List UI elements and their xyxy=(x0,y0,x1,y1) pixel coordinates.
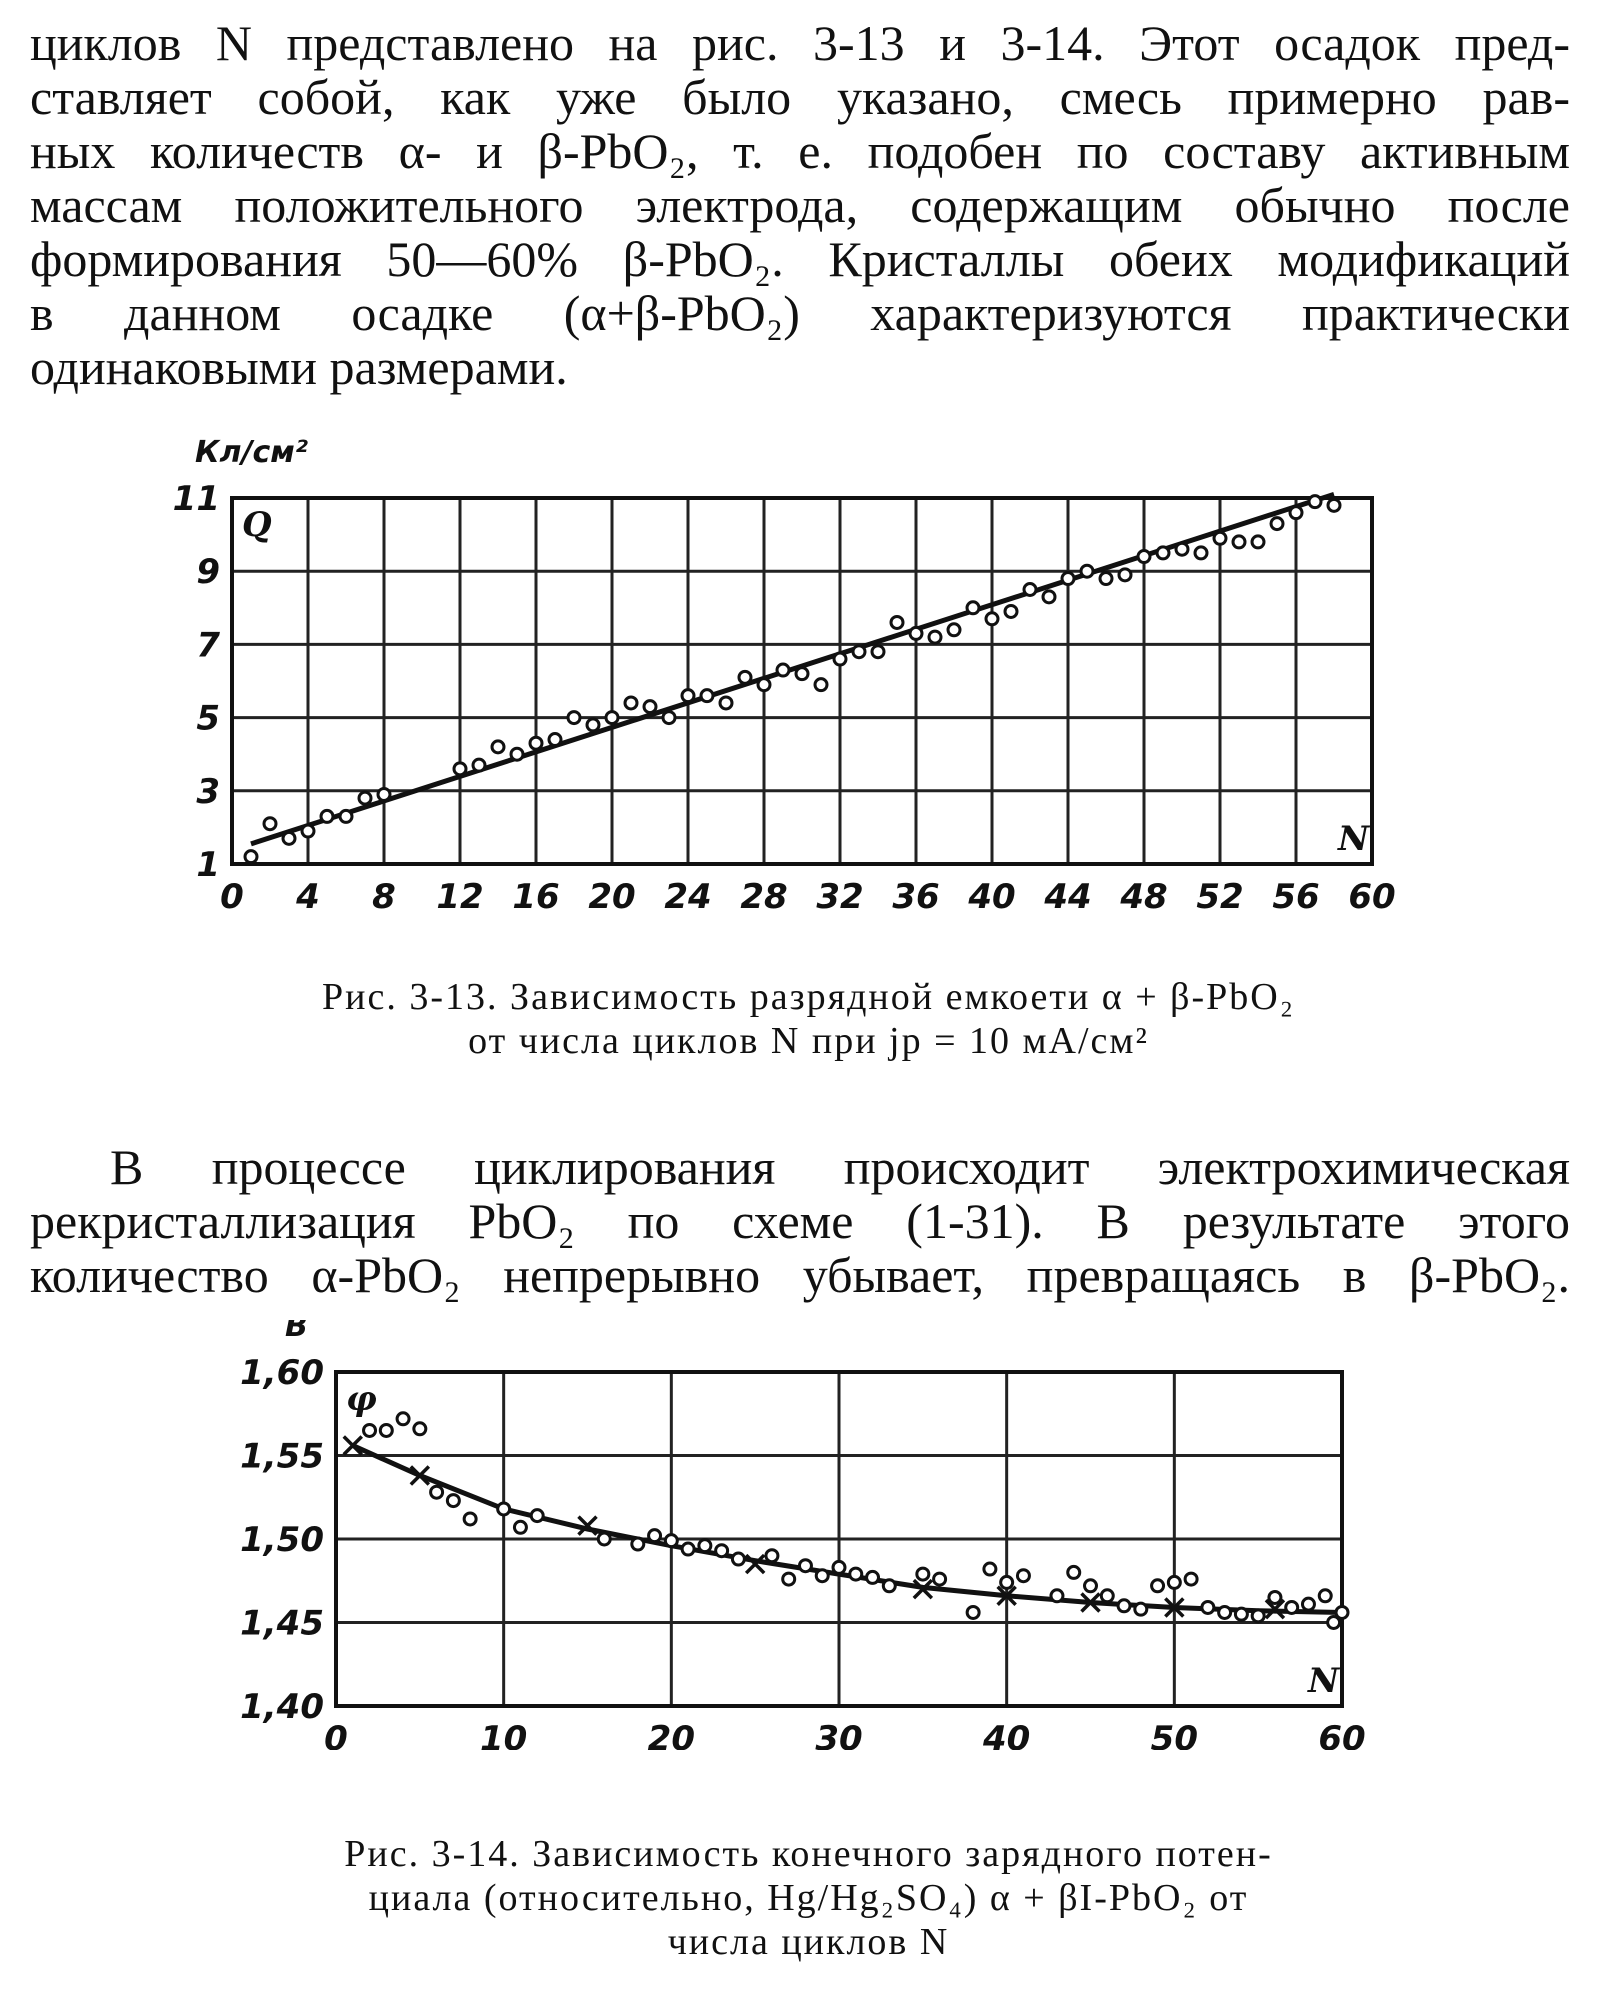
x-tick-label: 36 xyxy=(892,877,940,917)
data-point-circle xyxy=(984,1563,996,1575)
data-point xyxy=(777,664,789,676)
data-point xyxy=(644,701,656,713)
y-unit-label: В xyxy=(285,1320,308,1344)
data-point xyxy=(1328,499,1340,511)
x-tick-label: 56 xyxy=(1272,877,1320,917)
data-point-circle xyxy=(531,1510,543,1522)
data-point xyxy=(1195,547,1207,559)
data-point xyxy=(872,646,884,658)
y-unit-label: Кл/см² xyxy=(195,435,308,470)
data-point xyxy=(454,763,466,775)
data-point-circle xyxy=(1336,1606,1348,1618)
data-point xyxy=(1309,496,1321,508)
data-point xyxy=(264,818,276,830)
data-point xyxy=(1081,565,1093,577)
x-tick-label: 60 xyxy=(1318,1719,1366,1750)
y-tick-label: 1,60 xyxy=(240,1353,324,1393)
data-point xyxy=(492,741,504,753)
data-point-circle xyxy=(498,1503,510,1515)
data-point xyxy=(245,851,257,863)
data-point-circle xyxy=(1202,1601,1214,1613)
y-tick-label: 1 xyxy=(196,845,220,885)
data-point xyxy=(796,668,808,680)
data-point xyxy=(853,646,865,658)
data-point-cross xyxy=(344,1436,362,1454)
x-tick-label: 12 xyxy=(436,877,484,917)
data-point xyxy=(587,719,599,731)
x-tick-label: 52 xyxy=(1196,877,1244,917)
data-point xyxy=(701,690,713,702)
figure-3-14 xyxy=(0,1320,1617,1750)
text-line: ставляет собой, как уже было указано, смесь примерно рав- xyxy=(30,69,1570,125)
text-line: ных количеств α- и β-PbO₂, т. е. подобен по составу активным xyxy=(30,123,1570,179)
figure-3-14-caption xyxy=(0,1832,1617,1964)
data-point-circle xyxy=(1185,1573,1197,1585)
data-point-circle xyxy=(1051,1590,1063,1602)
data-point-circle xyxy=(1152,1580,1164,1592)
chart-capacity-vs-cycles xyxy=(0,420,1617,940)
x-tick-label: 30 xyxy=(815,1719,863,1750)
data-point-circle xyxy=(1252,1610,1264,1622)
data-point xyxy=(986,613,998,625)
text-line: В процессе циклирования происходит электрохимическая xyxy=(110,1139,1570,1195)
x-tick-label: 40 xyxy=(983,1719,1031,1750)
data-point-circle xyxy=(917,1568,929,1580)
data-point xyxy=(682,690,694,702)
x-tick-label: 24 xyxy=(664,877,712,917)
data-point xyxy=(720,697,732,709)
data-point-circle xyxy=(447,1495,459,1507)
data-point xyxy=(910,627,922,639)
y-tick-label: 3 xyxy=(196,771,220,812)
x-axis-symbol: N xyxy=(1338,819,1370,859)
data-point-circle xyxy=(1235,1608,1247,1620)
data-point-circle xyxy=(850,1568,862,1580)
data-point xyxy=(739,671,751,683)
x-tick-label: 4 xyxy=(296,877,320,917)
data-point-circle xyxy=(1269,1591,1281,1603)
y-tick-label: 1,50 xyxy=(240,1520,324,1560)
data-point-circle xyxy=(1168,1576,1180,1588)
data-point-circle xyxy=(414,1423,426,1435)
figure-3-13-caption xyxy=(0,975,1617,1063)
caption-line: Рис. 3-13. Зависимость разрядной емкоети α + β-PbO₂ xyxy=(322,976,1295,1018)
data-point-circle xyxy=(380,1424,392,1436)
data-point xyxy=(378,788,390,800)
x-tick-label: 0 xyxy=(324,1719,348,1750)
y-axis-symbol: Q xyxy=(242,505,272,545)
data-point-circle xyxy=(833,1561,845,1573)
caption-line: от числа циклов N при jp = 10 мА/см² xyxy=(468,1020,1149,1062)
data-point xyxy=(1138,551,1150,563)
x-tick-label: 8 xyxy=(372,877,396,917)
data-point-circle xyxy=(716,1545,728,1557)
data-point-circle xyxy=(682,1543,694,1555)
x-tick-label: 0 xyxy=(220,877,244,917)
data-point-circle xyxy=(799,1560,811,1572)
data-point xyxy=(1005,605,1017,617)
x-tick-label: 60 xyxy=(1348,877,1396,917)
data-point xyxy=(340,810,352,822)
data-point xyxy=(1043,591,1055,603)
data-point xyxy=(321,810,333,822)
y-tick-label: 9 xyxy=(196,552,220,593)
data-point xyxy=(1119,569,1131,581)
y-axis-symbol: φ xyxy=(346,1379,377,1419)
data-point-circle xyxy=(632,1538,644,1550)
data-point-circle xyxy=(934,1573,946,1585)
text-line: циклов N представлено на рис. 3-13 и 3-14. Этот осадок пред- xyxy=(30,15,1570,71)
data-point-circle xyxy=(431,1486,443,1498)
chart-potential-vs-cycles xyxy=(0,1320,1617,1750)
data-point xyxy=(283,832,295,844)
data-point xyxy=(891,616,903,628)
data-point xyxy=(606,712,618,724)
text-line: массам положительного электрода, содержащим обычно после xyxy=(30,177,1570,233)
text-line: формирования 50—60% β-PbO₂. Кристаллы обеих модификаций xyxy=(30,231,1570,287)
data-point xyxy=(1290,507,1302,519)
figure-3-13 xyxy=(0,420,1617,940)
x-tick-label: 32 xyxy=(816,877,864,917)
x-tick-label: 10 xyxy=(480,1719,528,1750)
y-tick-label: 1,55 xyxy=(240,1436,324,1477)
data-point xyxy=(511,748,523,760)
y-tick-label: 1,45 xyxy=(240,1603,324,1644)
data-point-circle xyxy=(665,1535,677,1547)
paragraph-2 xyxy=(30,1140,1570,1302)
data-point xyxy=(359,792,371,804)
data-point xyxy=(1214,532,1226,544)
data-point xyxy=(663,712,675,724)
data-point-circle xyxy=(732,1553,744,1565)
data-point xyxy=(834,653,846,665)
data-point xyxy=(1233,536,1245,548)
data-point-circle xyxy=(1219,1606,1231,1618)
caption-line: числа циклов N xyxy=(667,1921,950,1963)
x-tick-label: 40 xyxy=(968,877,1016,917)
data-point xyxy=(929,631,941,643)
data-point xyxy=(1100,573,1112,585)
caption-line: Рис. 3-14. Зависимость конечного зарядного потен- xyxy=(344,1833,1273,1875)
data-point xyxy=(1176,543,1188,555)
data-point-circle xyxy=(1068,1566,1080,1578)
data-point-circle xyxy=(1135,1603,1147,1615)
data-point xyxy=(1157,547,1169,559)
data-point-circle xyxy=(1101,1590,1113,1602)
data-point-circle xyxy=(1085,1580,1097,1592)
data-point-circle xyxy=(967,1606,979,1618)
data-point-circle xyxy=(397,1413,409,1425)
y-tick-label: 5 xyxy=(196,698,220,739)
data-point-circle xyxy=(1118,1600,1130,1612)
caption-line: циала (относительно, Hg/Hg₂SO₄) α + βI-PbO₂ от xyxy=(368,1877,1249,1919)
data-point xyxy=(302,825,314,837)
data-point-circle xyxy=(598,1533,610,1545)
y-tick-label: 1,40 xyxy=(240,1687,324,1727)
text-line: рекристаллизация PbO₂ по схеме (1-31). В результате этого xyxy=(30,1193,1570,1249)
data-point xyxy=(1024,584,1036,596)
data-point-circle xyxy=(649,1530,661,1542)
text-line: в данном осадке (α+β-PbO₂) характеризуются практически xyxy=(30,285,1570,341)
trend-curve xyxy=(353,1446,1342,1613)
data-point xyxy=(967,602,979,614)
data-point xyxy=(549,734,561,746)
data-point-circle xyxy=(1319,1590,1331,1602)
data-point-circle xyxy=(766,1550,778,1562)
x-axis-symbol: N xyxy=(1308,1661,1340,1701)
x-tick-label: 16 xyxy=(512,877,560,917)
data-point xyxy=(1062,573,1074,585)
x-tick-label: 50 xyxy=(1150,1719,1198,1750)
y-tick-label: 11 xyxy=(172,479,220,519)
data-point-circle xyxy=(1286,1601,1298,1613)
data-point xyxy=(625,697,637,709)
text-line: одинаковыми размерами. xyxy=(30,339,568,395)
y-tick-label: 7 xyxy=(196,625,220,666)
x-tick-label: 20 xyxy=(588,877,636,917)
data-point xyxy=(1271,518,1283,530)
data-point xyxy=(758,679,770,691)
data-point-circle xyxy=(816,1570,828,1582)
x-tick-label: 44 xyxy=(1044,877,1092,917)
data-point xyxy=(815,679,827,691)
data-point-circle xyxy=(364,1424,376,1436)
x-tick-label: 28 xyxy=(740,877,788,917)
text-line: количество α-PbO₂ непрерывно убывает, превращаясь в β-PbO₂. xyxy=(30,1247,1570,1303)
paragraph-1 xyxy=(30,16,1570,394)
data-point-circle xyxy=(699,1540,711,1552)
data-point-circle xyxy=(867,1571,879,1583)
data-point-circle xyxy=(1302,1598,1314,1610)
data-point-circle xyxy=(464,1513,476,1525)
x-tick-label: 20 xyxy=(647,1719,695,1750)
data-point-circle xyxy=(1001,1576,1013,1588)
data-point xyxy=(530,737,542,749)
data-point xyxy=(1252,536,1264,548)
x-tick-label: 48 xyxy=(1120,877,1168,917)
data-point-circle xyxy=(783,1573,795,1585)
data-point-circle xyxy=(1017,1570,1029,1582)
data-point xyxy=(473,759,485,771)
data-point-circle xyxy=(514,1521,526,1533)
data-point-circle xyxy=(883,1580,895,1592)
data-point xyxy=(568,712,580,724)
data-point xyxy=(948,624,960,636)
